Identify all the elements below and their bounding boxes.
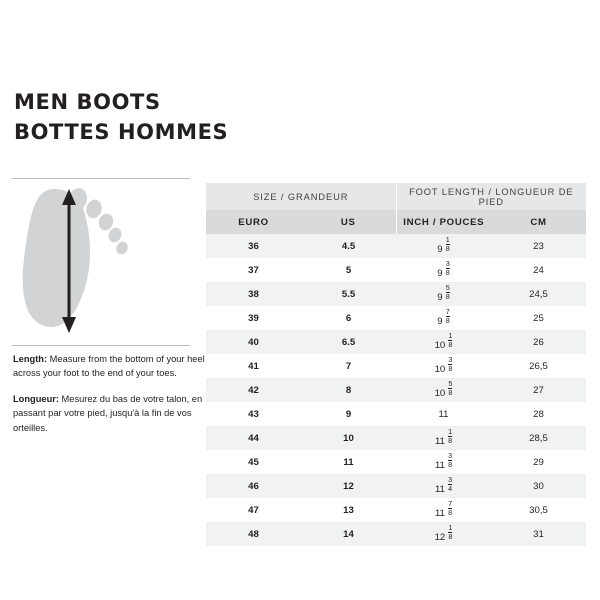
cell-inch: 11 $\frac{3}{4}$ — [396, 474, 491, 498]
group-header-foot-length: FOOT LENGTH / LONGUEUR DE PIED — [396, 183, 586, 210]
table-row — [206, 354, 586, 378]
table-row — [206, 258, 586, 282]
cell-us: 7 — [301, 354, 396, 378]
column-header-euro: EURO — [206, 210, 301, 234]
cell-inch: 11 $\frac{7}{8}$ — [396, 498, 491, 522]
cell-euro: 38 — [206, 282, 301, 306]
cell-cm: 25 — [491, 306, 586, 330]
cell-cm: 24,5 — [491, 282, 586, 306]
cell-euro: 43 — [206, 402, 301, 426]
divider-bottom — [12, 345, 190, 346]
cell-inch: 9 $\frac{5}{8}$ — [396, 282, 491, 306]
size-table-container — [206, 183, 586, 546]
title-line-en: MEN BOOTS — [14, 90, 161, 114]
table-row — [206, 426, 586, 450]
cell-euro: 48 — [206, 522, 301, 546]
table-row — [206, 330, 586, 354]
divider-top — [12, 178, 190, 179]
column-header-us: US — [301, 210, 396, 234]
length-label: Length: — [13, 354, 48, 364]
length-text: Measure from the bottom of your heel across your foot to the end of your toes. — [13, 354, 205, 379]
size-table — [206, 183, 586, 546]
longueur-text: Mesurez du bas de votre talon, en passant par votre pied, jusqu'à la fin de vos orteilles. — [13, 393, 203, 433]
table-row — [206, 474, 586, 498]
cell-inch: 9 $\frac{7}{8}$ — [396, 306, 491, 330]
cell-inch: 10 $\frac{3}{8}$ — [396, 354, 491, 378]
cell-us: 10 — [301, 426, 396, 450]
cell-inch: 11 — [396, 402, 491, 426]
table-row — [206, 282, 586, 306]
instruction-fr — [13, 392, 209, 435]
cell-inch: 10 $\frac{1}{8}$ — [396, 330, 491, 354]
table-row — [206, 234, 586, 258]
cell-euro: 41 — [206, 354, 301, 378]
table-group-header-row — [206, 183, 586, 210]
group-header-size: SIZE / GRANDEUR — [206, 183, 396, 210]
cell-cm: 24 — [491, 258, 586, 282]
cell-cm: 30,5 — [491, 498, 586, 522]
foot-measurement-illustration — [12, 178, 190, 346]
foot-outline-icon — [18, 187, 188, 337]
column-header-cm: CM — [491, 210, 586, 234]
cell-euro: 46 — [206, 474, 301, 498]
table-row — [206, 402, 586, 426]
cell-us: 11 — [301, 450, 396, 474]
cell-euro: 44 — [206, 426, 301, 450]
title-line-fr: BOTTES HOMMES — [14, 120, 229, 144]
cell-euro: 39 — [206, 306, 301, 330]
cell-us: 4.5 — [301, 234, 396, 258]
size-table-body — [206, 234, 586, 546]
cell-euro: 47 — [206, 498, 301, 522]
cell-cm: 27 — [491, 378, 586, 402]
cell-us: 8 — [301, 378, 396, 402]
cell-euro: 36 — [206, 234, 301, 258]
cell-cm: 31 — [491, 522, 586, 546]
measurement-instructions — [13, 352, 209, 446]
cell-euro: 37 — [206, 258, 301, 282]
table-row — [206, 378, 586, 402]
cell-cm: 28 — [491, 402, 586, 426]
cell-us: 12 — [301, 474, 396, 498]
cell-inch: 12 $\frac{1}{8}$ — [396, 522, 491, 546]
table-row — [206, 450, 586, 474]
column-header-inch: INCH / POUCES — [396, 210, 491, 234]
cell-us: 5 — [301, 258, 396, 282]
table-row — [206, 498, 586, 522]
cell-us: 5.5 — [301, 282, 396, 306]
cell-euro: 42 — [206, 378, 301, 402]
cell-us: 6.5 — [301, 330, 396, 354]
cell-us: 9 — [301, 402, 396, 426]
cell-us: 6 — [301, 306, 396, 330]
cell-cm: 23 — [491, 234, 586, 258]
cell-cm: 29 — [491, 450, 586, 474]
cell-inch: 9 $\frac{3}{8}$ — [396, 258, 491, 282]
cell-cm: 28,5 — [491, 426, 586, 450]
cell-cm: 30 — [491, 474, 586, 498]
cell-inch: 10 $\frac{5}{8}$ — [396, 378, 491, 402]
table-row — [206, 306, 586, 330]
cell-cm: 26,5 — [491, 354, 586, 378]
cell-inch: 11 $\frac{3}{8}$ — [396, 450, 491, 474]
page-title — [14, 92, 228, 152]
cell-cm: 26 — [491, 330, 586, 354]
table-column-header-row — [206, 210, 586, 234]
cell-inch: 11 $\frac{1}{8}$ — [396, 426, 491, 450]
cell-euro: 40 — [206, 330, 301, 354]
table-row — [206, 522, 586, 546]
instruction-en — [13, 352, 209, 381]
longueur-label: Longueur: — [13, 393, 59, 404]
cell-us: 13 — [301, 498, 396, 522]
cell-inch: 9 $\frac{1}{8}$ — [396, 234, 491, 258]
cell-euro: 45 — [206, 450, 301, 474]
cell-us: 14 — [301, 522, 396, 546]
